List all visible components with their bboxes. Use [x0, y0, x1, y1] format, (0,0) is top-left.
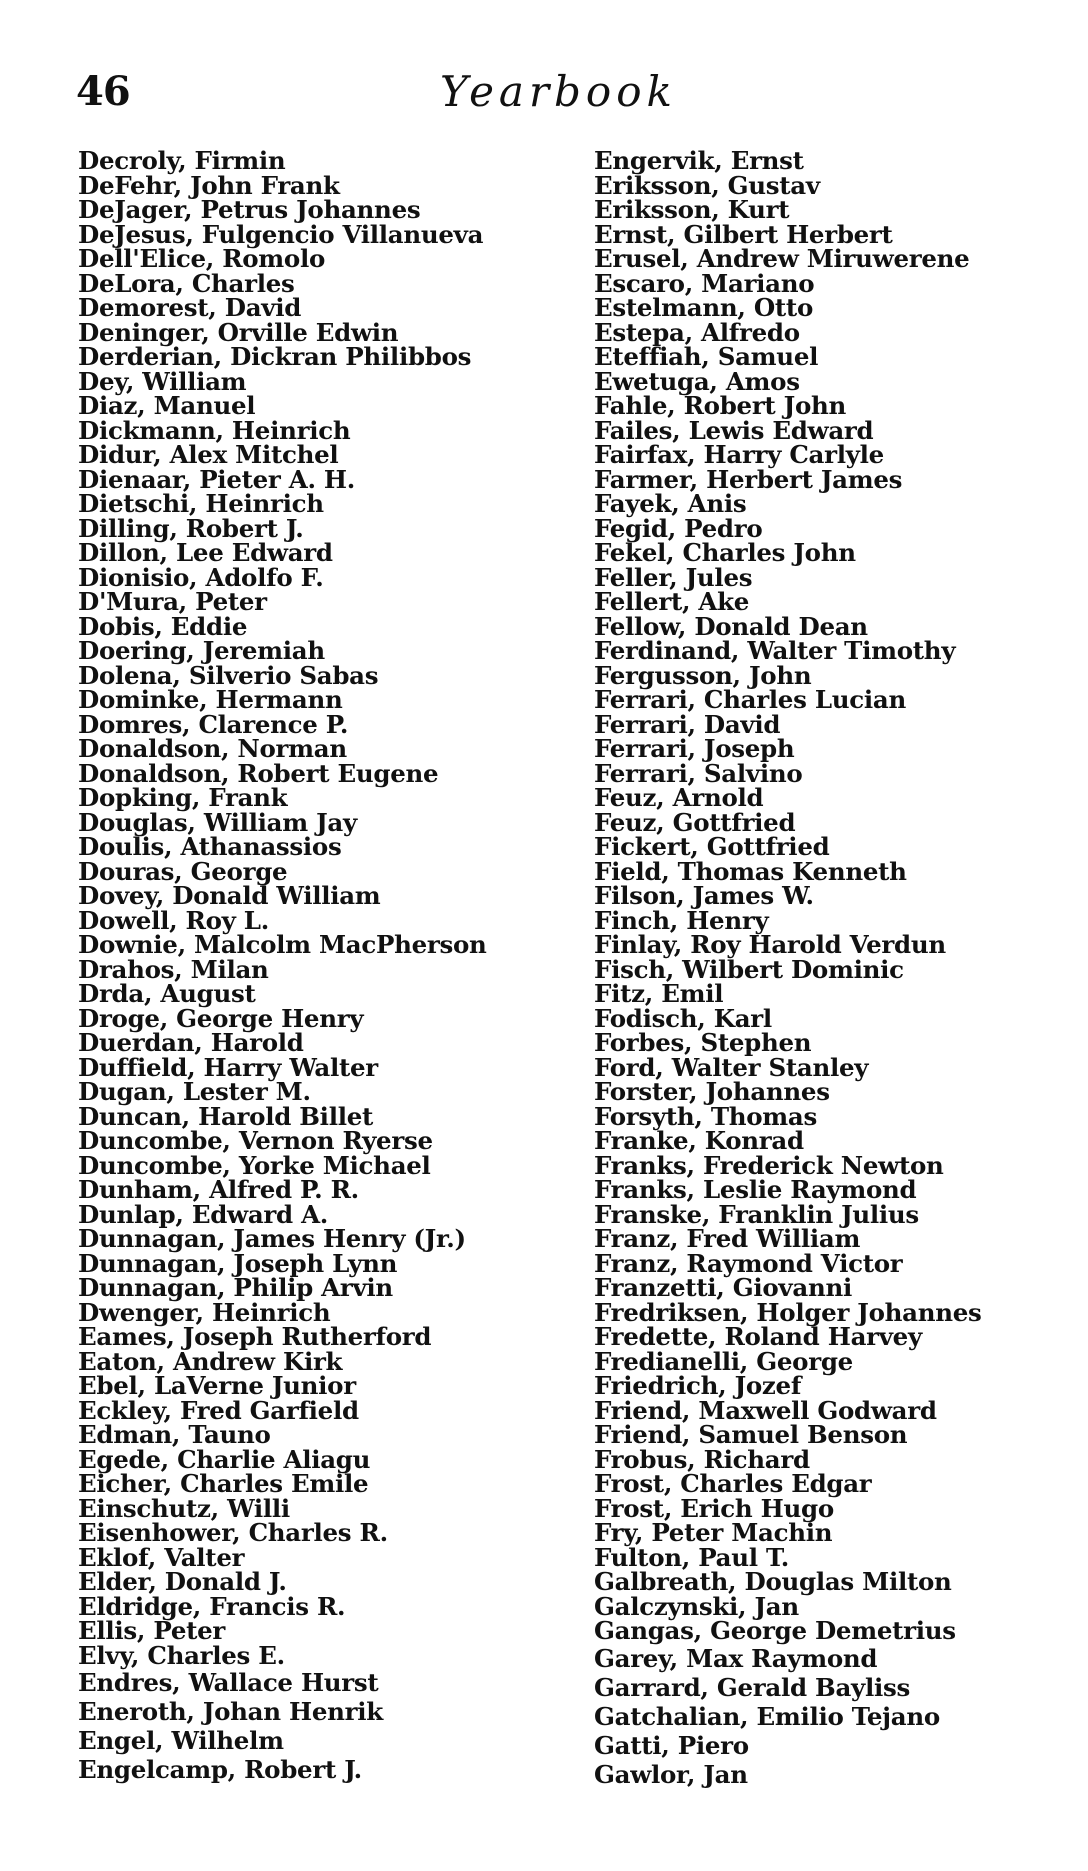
name-entry: DeJesus, Fulgencio Villanueva: [78, 219, 484, 249]
name-entry: Franks, Frederick Newton: [594, 1150, 944, 1180]
name-entry: DeJager, Petrus Johannes: [78, 195, 421, 224]
name-entry: Forster, Johannes: [594, 1077, 830, 1106]
name-entry: Donaldson, Robert Eugene: [78, 758, 439, 788]
name-entry: Drahos, Milan: [78, 954, 269, 984]
name-entry: Eames, Joseph Rutherford: [78, 1322, 432, 1351]
name-entry: Eicher, Charles Emile: [78, 1469, 369, 1498]
name-entry: Fodisch, Karl: [594, 1003, 772, 1033]
name-entry: Fairfax, Harry Carlyle: [594, 440, 884, 469]
name-entry: Finch, Henry: [594, 905, 769, 935]
running-head: Yearbook: [440, 67, 677, 116]
name-entry: Garey, Max Raymond: [594, 1643, 878, 1673]
name-entry: Franske, Franklin Julius: [594, 1199, 919, 1229]
name-entry: Ferrari, Joseph: [594, 734, 795, 763]
name-entry: Feuz, Arnold: [594, 783, 764, 812]
name-entry: Franzetti, Giovanni: [594, 1273, 852, 1302]
name-entry: Friedrich, Jozef: [594, 1371, 802, 1400]
right-name-column: [594, 146, 1034, 1789]
name-entry: Estelmann, Otto: [594, 293, 813, 322]
page-number: 46: [76, 68, 130, 115]
name-entry: Endres, Wallace Hurst: [78, 1668, 379, 1697]
name-entry: Feller, Jules: [594, 562, 753, 592]
name-entry: Drda, August: [78, 979, 256, 1008]
name-entry: Field, Thomas Kenneth: [594, 856, 907, 886]
left-name-column: [78, 146, 548, 1784]
name-entry: Fredianelli, George: [594, 1346, 853, 1376]
name-entry: Dietschi, Heinrich: [78, 489, 324, 518]
name-entry: Dopking, Frank: [78, 783, 288, 812]
name-entry: Franz, Raymond Victor: [594, 1248, 903, 1278]
name-entry: Engervik, Ernst: [594, 146, 804, 175]
name-entry: Egede, Charlie Aliagu: [78, 1444, 371, 1474]
name-entry: Eteffiah, Samuel: [594, 342, 819, 371]
name-entry: Forsyth, Thomas: [594, 1101, 817, 1131]
name-entry: Edman, Tauno: [78, 1420, 271, 1449]
name-entry: Fahle, Robert John: [594, 391, 847, 420]
name-entry: Didur, Alex Mitchel: [78, 440, 339, 469]
name-entry: Eriksson, Kurt: [594, 195, 790, 224]
name-entry: Friend, Maxwell Godward: [594, 1395, 937, 1425]
name-entry: Duncombe, Vernon Ryerse: [78, 1126, 433, 1155]
name-entry: Eklof, Valter: [78, 1542, 245, 1572]
name-entry: Derderian, Dickran Philibbos: [78, 342, 472, 371]
name-entry: Einschutz, Willi: [78, 1493, 290, 1523]
name-entry: Estepa, Alfredo: [594, 317, 800, 347]
name-entry: Gawlor, Jan: [594, 1759, 748, 1789]
name-entry: Galczynski, Jan: [594, 1591, 799, 1621]
name-entry: Ferrari, David: [594, 709, 781, 739]
name-entry: Dunnagan, James Henry (Jr.): [78, 1224, 466, 1253]
name-entry: Dillon, Lee Edward: [78, 538, 333, 567]
name-entry: Engelcamp, Robert J.: [78, 1755, 362, 1784]
name-entry: Engel, Wilhelm: [78, 1726, 284, 1755]
name-entry: Dobis, Eddie: [78, 611, 248, 641]
name-entry: Dovey, Donald William: [78, 881, 381, 910]
name-entry: Feuz, Gottfried: [594, 807, 796, 837]
name-entry: Farmer, Herbert James: [594, 464, 903, 494]
name-entry: Dickmann, Heinrich: [78, 415, 351, 445]
name-entry: Decroly, Firmin: [78, 146, 286, 175]
name-entry: Galbreath, Douglas Milton: [594, 1567, 952, 1596]
name-entry: Fayek, Anis: [594, 489, 747, 518]
name-entry: Franks, Leslie Raymond: [594, 1175, 917, 1204]
name-entry: Ferrari, Charles Lucian: [594, 685, 906, 714]
name-entry: Dilling, Robert J.: [78, 513, 304, 543]
name-entry: Duffield, Harry Walter: [78, 1052, 378, 1082]
name-entry: Fickert, Gottfried: [594, 832, 830, 861]
name-entry: Downie, Malcolm MacPherson: [78, 930, 487, 959]
name-entry: Doering, Jeremiah: [78, 636, 325, 665]
name-entry: Ellis, Peter: [78, 1616, 226, 1645]
name-entry: Deninger, Orville Edwin: [78, 317, 399, 347]
name-entry: Duerdan, Harold: [78, 1028, 304, 1057]
name-entry: Dienaar, Pieter A. H.: [78, 464, 355, 494]
name-entry: Franz, Fred William: [594, 1224, 861, 1253]
name-entry: Filson, James W.: [594, 881, 814, 910]
name-entry: Fredriksen, Holger Johannes: [594, 1297, 982, 1327]
name-entry: Frost, Charles Edgar: [594, 1469, 872, 1498]
name-entry: Eaton, Andrew Kirk: [78, 1346, 343, 1376]
name-entry: Escaro, Mariano: [594, 268, 815, 298]
name-entry: Frost, Erich Hugo: [594, 1493, 834, 1523]
name-entry: Ebel, LaVerne Junior: [78, 1371, 356, 1400]
name-entry: Finlay, Roy Harold Verdun: [594, 930, 946, 959]
name-entry: Eldridge, Francis R.: [78, 1591, 346, 1621]
name-entry: Fekel, Charles John: [594, 538, 856, 567]
name-entry: Gatchalian, Emilio Tejano: [594, 1701, 940, 1731]
name-entry: Franke, Konrad: [594, 1126, 804, 1155]
name-entry: Fegid, Pedro: [594, 513, 763, 543]
name-entry: Friend, Samuel Benson: [594, 1420, 908, 1449]
name-entry: Forbes, Stephen: [594, 1028, 812, 1057]
name-entry: Fellert, Ake: [594, 587, 750, 616]
name-entry: Doulis, Athanassios: [78, 832, 342, 861]
name-entry: Fulton, Paul T.: [594, 1542, 790, 1572]
name-entry: Eriksson, Gustav: [594, 170, 820, 200]
name-entry: Garrard, Gerald Bayliss: [594, 1672, 910, 1702]
name-entry: Dunnagan, Philip Arvin: [78, 1273, 393, 1302]
name-entry: Droge, George Henry: [78, 1003, 364, 1033]
name-entry: Eneroth, Johan Henrik: [78, 1697, 383, 1726]
name-entry: Dolena, Silverio Sabas: [78, 660, 379, 690]
name-entry: Ford, Walter Stanley: [594, 1052, 869, 1082]
name-entry: Fisch, Wilbert Dominic: [594, 954, 904, 984]
name-entry: Elder, Donald J.: [78, 1567, 287, 1596]
name-entry: Dugan, Lester M.: [78, 1077, 311, 1106]
name-entry: Ewetuga, Amos: [594, 366, 800, 396]
name-entry: Dunham, Alfred P. R.: [78, 1175, 359, 1204]
name-entry: Dowell, Roy L.: [78, 905, 269, 935]
name-entry: D'Mura, Peter: [78, 587, 267, 616]
name-entry: Duncombe, Yorke Michael: [78, 1150, 431, 1180]
name-entry: Douglas, William Jay: [78, 807, 357, 837]
name-entry: DeFehr, John Frank: [78, 170, 340, 200]
name-entry: Domres, Clarence P.: [78, 709, 349, 739]
name-entry: Fergusson, John: [594, 660, 812, 690]
name-entry: Fellow, Donald Dean: [594, 611, 868, 641]
name-entry: Dunlap, Edward A.: [78, 1199, 329, 1229]
name-entry: Ferdinand, Walter Timothy: [594, 636, 956, 665]
name-entry: Ernst, Gilbert Herbert: [594, 219, 893, 249]
name-entry: Frobus, Richard: [594, 1444, 810, 1474]
name-entry: Donaldson, Norman: [78, 734, 347, 763]
name-entry: Gangas, George Demetrius: [594, 1616, 956, 1645]
name-entry: Gatti, Piero: [594, 1730, 749, 1760]
name-entry: Fitz, Emil: [594, 979, 724, 1008]
name-entry: Duncan, Harold Billet: [78, 1101, 374, 1131]
name-entry: DeLora, Charles: [78, 268, 295, 298]
name-entry: Dunnagan, Joseph Lynn: [78, 1248, 398, 1278]
name-entry: Eisenhower, Charles R.: [78, 1518, 388, 1547]
name-entry: Erusel, Andrew Miruwerene: [594, 244, 970, 273]
name-entry: Dell'Elice, Romolo: [78, 244, 326, 273]
name-entry: Douras, George: [78, 856, 288, 886]
name-entry: Diaz, Manuel: [78, 391, 256, 420]
name-entry: Dominke, Hermann: [78, 685, 343, 714]
name-entry: Dionisio, Adolfo F.: [78, 562, 324, 592]
name-entry: Elvy, Charles E.: [78, 1640, 285, 1670]
name-entry: Ferrari, Salvino: [594, 758, 803, 788]
name-entry: Fredette, Roland Harvey: [594, 1322, 922, 1351]
name-entry: Demorest, David: [78, 293, 302, 322]
name-entry: Fry, Peter Machin: [594, 1518, 833, 1547]
name-entry: Eckley, Fred Garfield: [78, 1395, 359, 1425]
name-entry: Dey, William: [78, 366, 247, 396]
name-entry: Failes, Lewis Edward: [594, 415, 874, 445]
name-entry: Dwenger, Heinrich: [78, 1297, 331, 1327]
